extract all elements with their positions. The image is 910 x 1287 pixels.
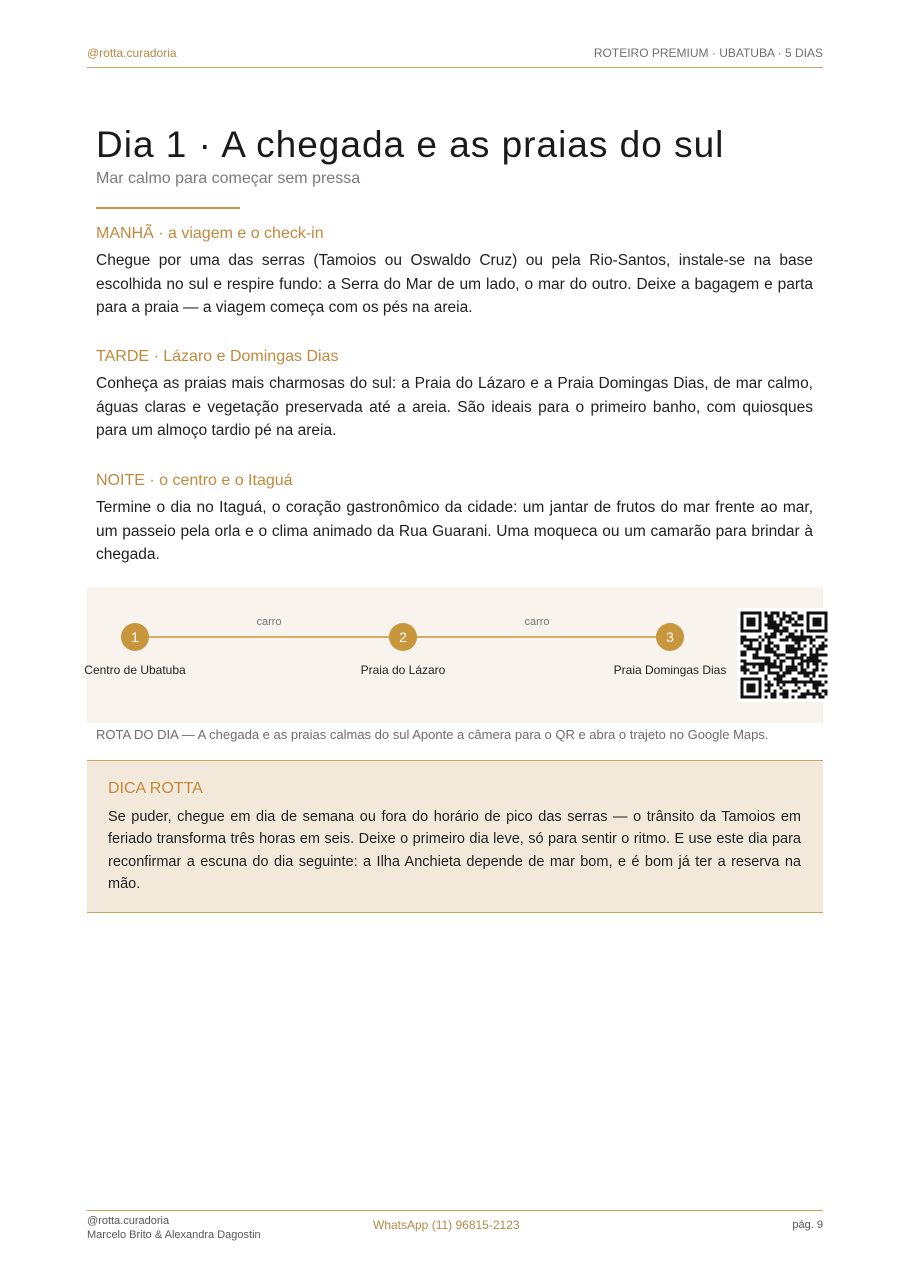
page-header [87,46,823,68]
footer-brand: @rotta.curadoria [87,1215,170,1227]
header-brand: @rotta.curadoria [87,46,177,60]
leg-mode-label: carro [256,616,282,628]
stop-number: 3 [666,629,674,645]
section-afternoon [96,348,813,443]
route-map [84,587,823,723]
title-divider [96,207,240,209]
footer-whatsapp-link[interactable]: WhatsApp (11) 96815-2123 [373,1218,520,1232]
page-title: Dia 1 · A chegada e as praias do sul [96,124,725,165]
section-body: Termine o dia no Itaguá, o coração gastronômico da cidade: um jantar de frutos do mar frente ao mar, um passeio pela orla e o clima animado da Rua Guarani. Uma moqueca ou um camarão para brindar à chegada. [96,499,813,563]
header-guide-title: ROTEIRO PREMIUM · UBATUBA · 5 DIAS [593,46,823,60]
stop-name: Praia Domingas Dias [613,663,727,677]
section-body: Chegue por uma das serras (Tamoios ou Oswaldo Cruz) ou pela Rio-Santos, instale-se na base escolhida no sul e respire fundo: a Serra do Mar de um lado, o mar do outro. Deixe a bagagem e parta para a praia — a viagem começa com os pés na areia. [96,252,813,316]
stop-name: Praia do Lázaro [360,663,446,677]
stop-number: 2 [399,629,407,645]
section-heading: MANHÃ · a viagem e o check-in [96,225,324,242]
section-heading: NOITE · o centro e o Itaguá [96,472,293,489]
footer-credits [87,1214,261,1242]
stop-name: Centro de Ubatuba [84,663,186,677]
route-caption: ROTA DO DIA — A chegada e as praias calmas do sul Aponte a câmera para o QR e abra o trajeto no Google Maps. [96,727,769,742]
stop-number: 1 [131,629,139,645]
tip-title: DICA ROTTA [108,780,203,797]
section-morning [96,225,813,320]
footer-authors: Marcelo Brito & Alexandra Dagostin [87,1229,261,1241]
tip-body: Se puder, chegue em dia de semana ou fora do horário de pico das serras — o trânsito da Tamoios em feriado transforma três horas em seis. Deixe o primeiro dia leve, só para sentir o ritmo. E use este dia para reconfirmar a escuna do dia seguinte: a Ilha Anchieta depende de mar bom, e é bom já ter a reserva na mão. [108,809,801,892]
page-subtitle: Mar calmo para começar sem pressa [96,170,361,187]
section-heading: TARDE · Lázaro e Domingas Dias [96,348,339,365]
page-number: pág. 9 [792,1219,823,1231]
leg-mode-label: carro [524,616,550,628]
section-night [96,472,813,567]
section-body: Conheça as praias mais charmosas do sul: a Praia do Lázaro e a Praia Domingas Dias, de mar calmo, águas claras e vegetação preservada até a areia. São ideais para o primeiro banho, com quiosques para um almoço tardio pé na areia. [96,375,813,439]
route-line-graphic [87,587,823,723]
qr-code-icon[interactable] [737,608,831,702]
tip-box [87,760,823,913]
page-footer [87,1210,823,1245]
